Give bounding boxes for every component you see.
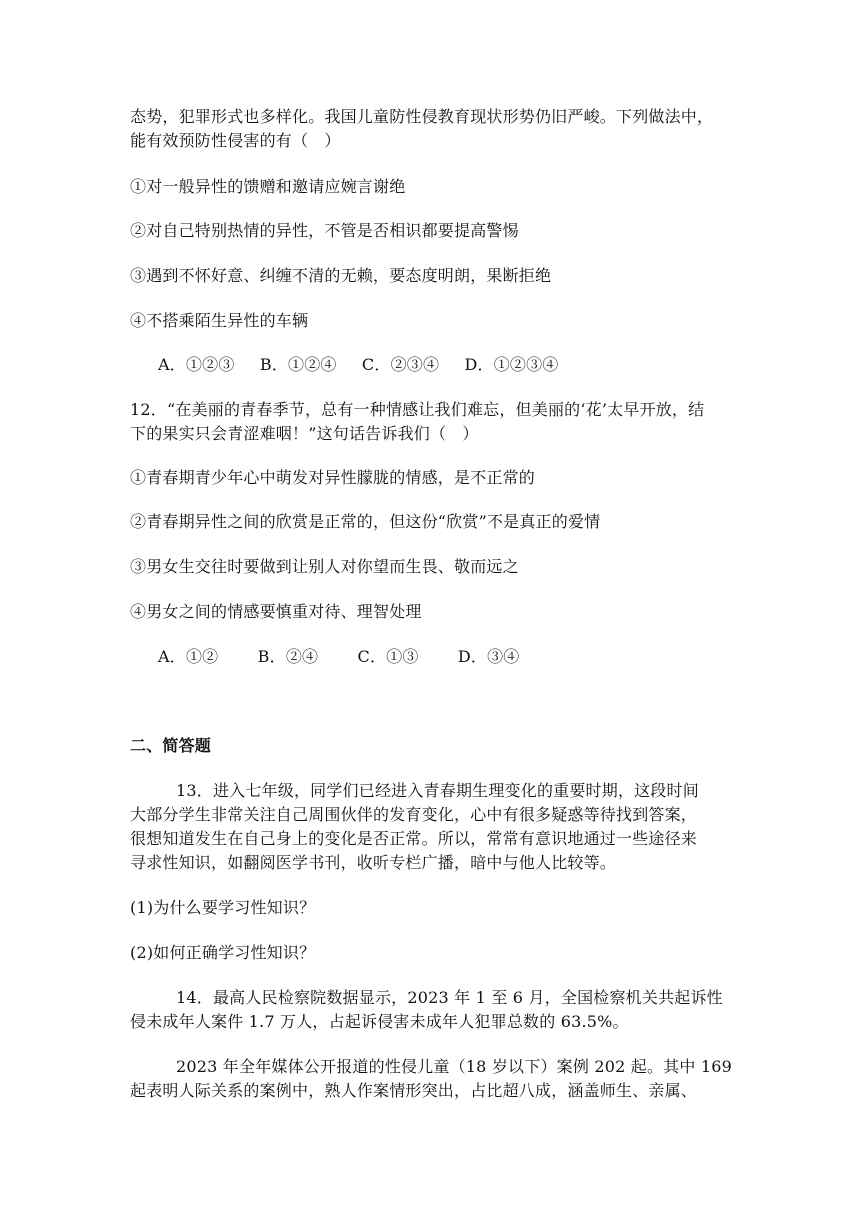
q13-line-4: 寻求性知识，如翻阅医学书刊，收听专栏广播，暗中与他人比较等。 [130,853,617,872]
q11-option-a: A．①②③ [158,355,235,374]
q12-statement-4: ④男女之间的情感要慎重对待、理智处理 [130,602,422,621]
q12-statement-2: ②青春期异性之间的欣赏是正常的，但这份“欣赏”不是真正的爱情 [130,512,601,531]
q14-para1-line-2: 侵未成年人案件 1.7 万人，占起诉侵害未成年人犯罪总数的 63.5%。 [130,1012,629,1031]
q12-option-c: C．①③ [357,647,419,666]
q13-sub-question-2: (2)如何正确学习性知识？ [130,943,316,962]
section-heading: 二、简答题 [130,736,212,755]
q14-para2-line-1: 2023 年全年媒体公开报道的性侵儿童（18 岁以下）案例 202 起。其中 169 [176,1057,732,1076]
q11-stem-line-2: 能有效预防性侵害的有（ ） [130,131,341,150]
q13-line-3: 很想知道发生在自己身上的变化是否正常。所以，常常有意识地通过一些途径来 [130,829,698,848]
q11-option-b: B．①②④ [259,355,337,374]
q12-stem-line-2: 下的果实只会青涩难咽！”这句话告诉我们（ ） [130,424,479,443]
q14-para1-line-1: 14．最高人民检察院数据显示，2023 年 1 至 6 月，全国检察机关共起诉性 [176,988,723,1007]
q11-stem-line-1: 态势，犯罪形式也多样化。我国儿童防性侵教育现状形势仍旧严峻。下列做法中， [130,107,714,126]
q11-option-d: D．①②③④ [464,355,559,374]
q13-line-1: 13．进入七年级，同学们已经进入青春期生理变化的重要时期，这段时间 [176,781,699,800]
q13-sub-question-1: (1)为什么要学习性知识？ [130,898,316,917]
q12-options [158,646,554,668]
q14-para2-line-2: 起表明人际关系的案例中，熟人作案情形突出，占比超八成，涵盖师生、亲属、 [130,1081,698,1100]
q11-statement-1: ①对一般异性的馈赠和邀请应婉言谢绝 [130,177,406,196]
q11-statement-4: ④不搭乘陌生异性的车辆 [130,311,309,330]
q12-option-d: D．③④ [457,647,520,666]
q12-statement-1: ①青春期青少年心中萌发对异性朦胧的情感，是不正常的 [130,468,536,487]
q12-statement-3: ③男女生交往时要做到让别人对你望而生畏、敬而远之 [130,557,519,576]
q11-statement-3: ③遇到不怀好意、纠缠不清的无赖，要态度明朗，果断拒绝 [130,266,552,285]
q11-options [158,354,579,376]
q11-statement-2: ②对自己特别热情的异性，不管是否相识都要提高警惕 [130,221,519,240]
q12-stem-line-1: 12．“在美丽的青春季节，总有一种情感让我们难忘，但美丽的‘花’太早开放，结 [130,400,705,419]
q13-line-2: 大部分学生非常关注自己周围伙伴的发育变化，心中有很多疑惑等待找到答案， [130,805,698,824]
q11-option-c: C．②③④ [361,355,440,374]
q12-option-a: A．①② [158,647,219,666]
q12-option-b: B．②④ [257,647,319,666]
